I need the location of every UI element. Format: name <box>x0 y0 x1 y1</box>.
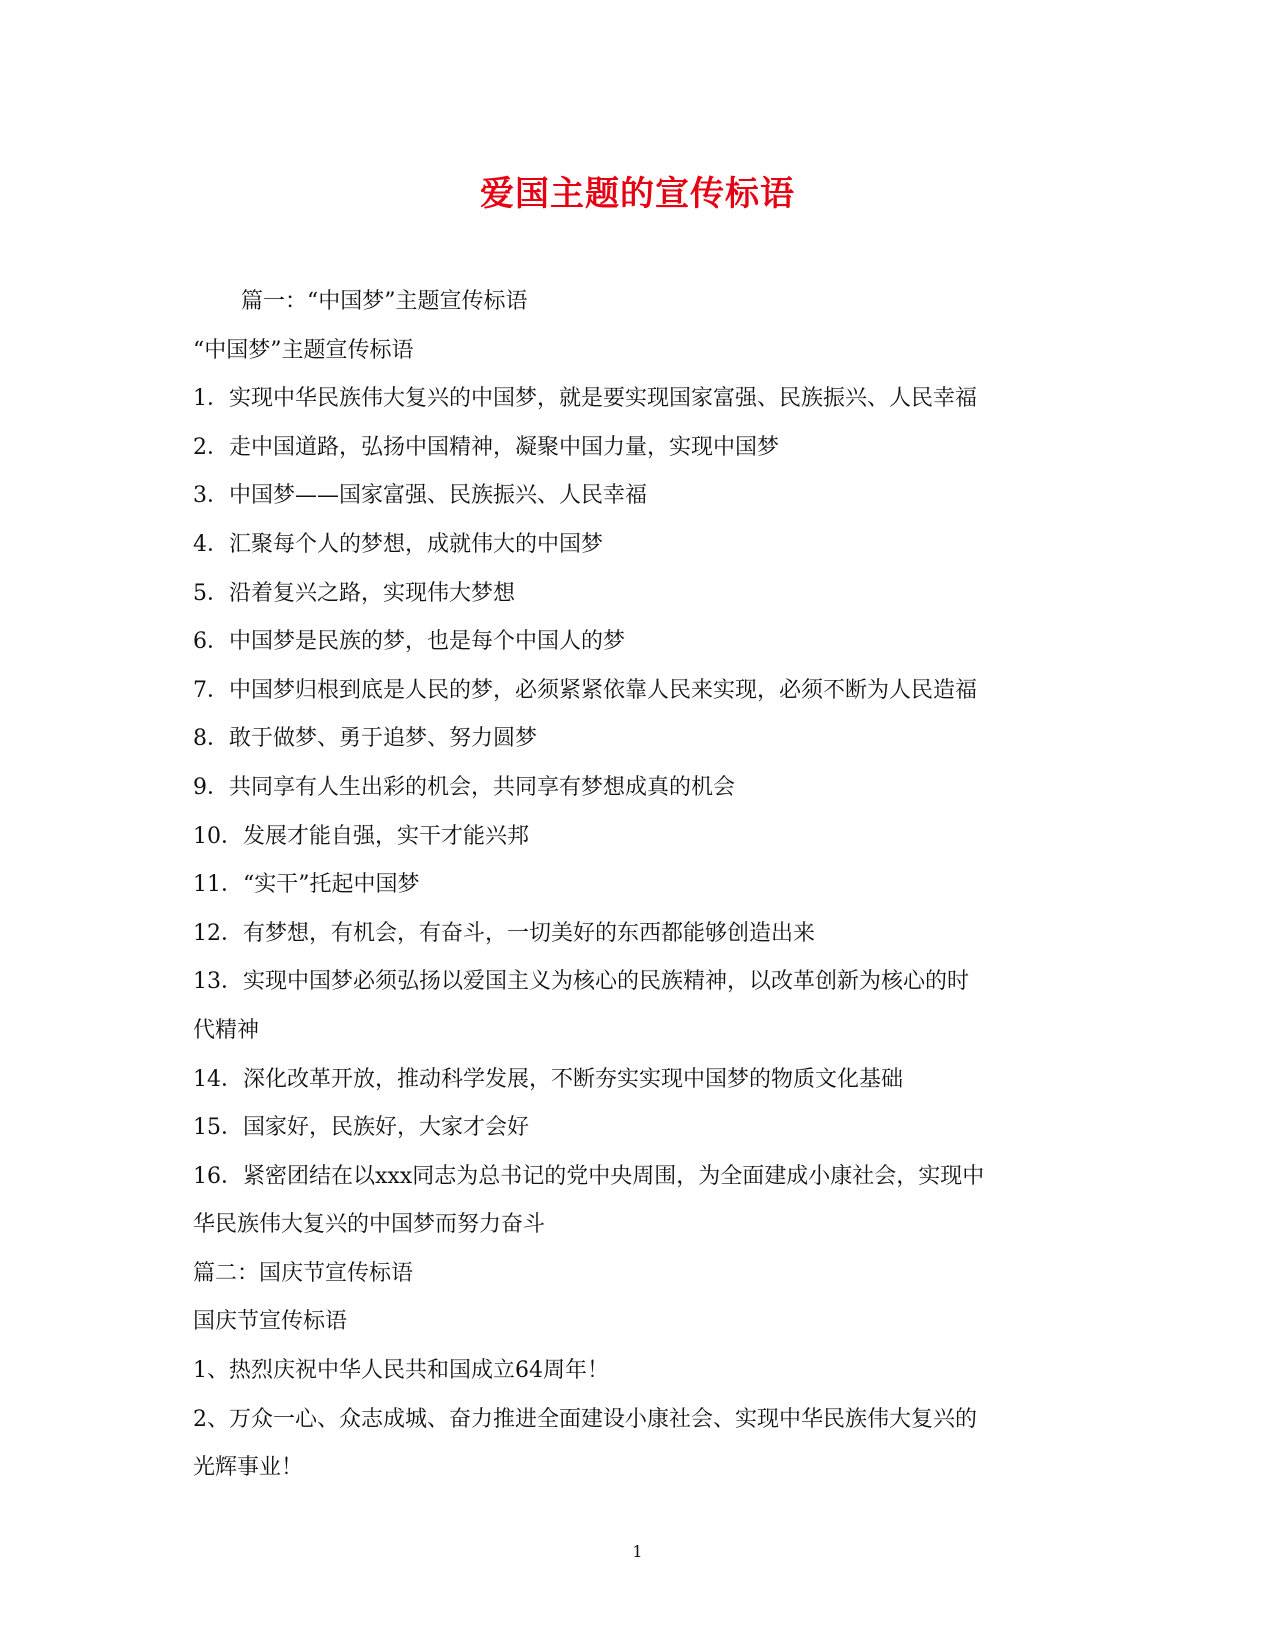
page-number: 1 <box>632 1542 643 1561</box>
slogan-line: 13．实现中国梦必须弘扬以爱国主义为核心的民族精神，以改革创新为核心的时 <box>193 969 969 995</box>
slogan-line: 1、热烈庆祝中华人民共和国成立64周年！ <box>193 1358 609 1384</box>
slogan-line-continuation: 华民族伟大复兴的中国梦而努力奋斗 <box>193 1212 546 1238</box>
slogan-line: 16．紧密团结在以xxx同志为总书记的党中央周围，为全面建成小康社会，实现中 <box>193 1163 985 1189</box>
slogan-line: 11．“实干”托起中国梦 <box>193 872 420 898</box>
slogan-line-continuation: 代精神 <box>193 1017 260 1043</box>
slogan-line: 9．共同享有人生出彩的机会，共同享有梦想成真的机会 <box>193 774 735 800</box>
slogan-line: 2．走中国道路，弘扬中国精神，凝聚中国力量，实现中国梦 <box>193 434 779 460</box>
document-title: 爱国主题的宣传标语 <box>480 174 795 214</box>
document-body <box>193 278 1093 1493</box>
slogan-line: 12．有梦想，有机会，有奋斗，一切美好的东西都能够创造出来 <box>193 920 815 946</box>
slogan-line: 10．发展才能自强，实干才能兴邦 <box>193 823 529 849</box>
slogan-line: 3．中国梦——国家富强、民族振兴、人民幸福 <box>193 483 647 509</box>
slogan-line: 2、万众一心、众志成城、奋力推进全面建设小康社会、实现中华民族伟大复兴的 <box>193 1406 977 1432</box>
slogan-line: 4．汇聚每个人的梦想，成就伟大的中国梦 <box>193 531 603 557</box>
section-subtitle-1: “中国梦”主题宣传标语 <box>193 337 414 363</box>
slogan-line: 1．实现中华民族伟大复兴的中国梦，就是要实现国家富强、民族振兴、人民幸福 <box>193 386 977 412</box>
slogan-line: 15．国家好，民族好，大家才会好 <box>193 1115 529 1141</box>
section-heading-1: 篇一：“中国梦”主题宣传标语 <box>241 289 528 314</box>
slogan-line: 6．中国梦是民族的梦，也是每个中国人的梦 <box>193 629 625 655</box>
slogan-line: 8．敢于做梦、勇于追梦、努力圆梦 <box>193 726 537 752</box>
slogan-line: 5．沿着复兴之路，实现伟大梦想 <box>193 580 515 606</box>
slogan-line-continuation: 光辉事业！ <box>193 1455 304 1481</box>
slogan-line: 7．中国梦归根到底是人民的梦，必须紧紧依靠人民来实现，必须不断为人民造福 <box>193 677 977 703</box>
section-subtitle-2: 国庆节宣传标语 <box>193 1309 348 1335</box>
slogan-line: 14．深化改革开放，推动科学发展，不断夯实实现中国梦的物质文化基础 <box>193 1066 903 1092</box>
section-heading-2: 篇二：国庆节宣传标语 <box>193 1260 414 1286</box>
